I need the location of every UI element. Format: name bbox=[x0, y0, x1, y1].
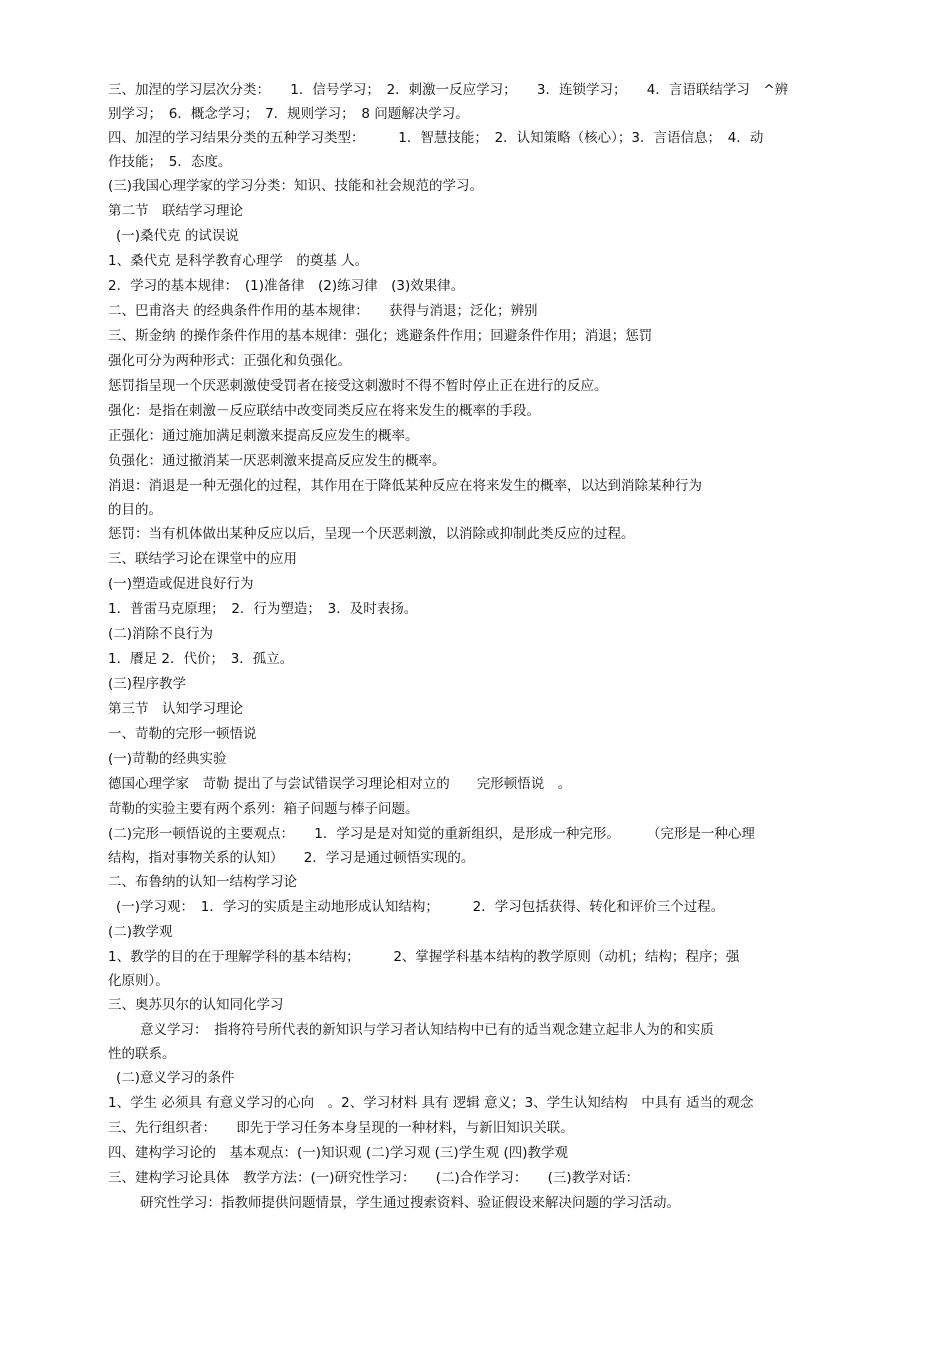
text-line: (一)学习观： 1．学习的实质是主动地形成认知结构； 2．学习包括获得、转化和评价三个过程。 bbox=[116, 899, 725, 915]
text-line: (一)苛勒的经典实验 bbox=[108, 751, 227, 767]
text-line: 消退：消退是一种无强化的过程，其作用在于降低某种反应在将来发生的概率，以达到消除某种行为 bbox=[108, 478, 702, 494]
section-heading: 第二节 联结学习理论 bbox=[108, 203, 243, 219]
text-line: (一)桑代克 的试误说 bbox=[116, 228, 239, 244]
text-line: 三、加涅的学习层次分类： 1．信号学习； 2．刺激一反应学习； 3．连锁学习； 4．言语联结学习 ^辨 bbox=[108, 82, 789, 98]
text-line: 三、先行组织者： 即先于学习任务本身呈现的一种材料，与新旧知识关联。 bbox=[108, 1120, 574, 1136]
text-line: (二)意义学习的条件 bbox=[116, 1070, 235, 1086]
text-line: 惩罚指呈现一个厌恶刺激使受罚者在接受这刺激时不得不暂时停止正在进行的反应。 bbox=[108, 378, 608, 394]
section-heading: 第三节 认知学习理论 bbox=[108, 701, 243, 717]
text-line: 1、教学的目的在于理解学科的基本结构； 2、掌握学科基本结构的教学原则（动机；结构；程序；强 bbox=[108, 949, 740, 965]
text-line: 别学习； 6．概念学习； 7．规则学习； 8 问题解决学习。 bbox=[108, 106, 469, 122]
text-line: 1．餍足 2．代价； 3．孤立。 bbox=[108, 651, 294, 667]
text-line: 性的联系。 bbox=[108, 1046, 176, 1062]
text-line: 二、巴甫洛夫 的经典条件作用的基本规律： 获得与消退；泛化；辨别 bbox=[108, 303, 538, 319]
text-line: 负强化：通过撤消某一厌恶刺激来提高反应发生的概率。 bbox=[108, 453, 446, 469]
text-line: 一、苛勒的完形一顿悟说 bbox=[108, 726, 257, 742]
text-line: (二)教学观 bbox=[108, 924, 173, 940]
text-line: 苛勒的实验主要有两个系列：箱子问题与棒子问题。 bbox=[108, 801, 419, 817]
text-line: 1、桑代克 是科学教育心理学 的奠基 人。 bbox=[108, 253, 369, 269]
text-line: 三、建构学习论具体 教学方法：(一)研究性学习： (二)合作学习： (三)教学对话： bbox=[108, 1170, 640, 1186]
text-line: 1．普雷马克原理； 2．行为塑造； 3．及时表扬。 bbox=[108, 601, 418, 617]
text-line: 意义学习： 指将符号所代表的新知识与学习者认知结构中已有的适当观念建立起非人为的和实质 bbox=[140, 1022, 714, 1038]
document-page bbox=[108, 78, 848, 1216]
text-line: 作技能； 5．态度。 bbox=[108, 154, 232, 170]
text-line: 惩罚：当有机体做出某种反应以后，呈现一个厌恶刺激，以消除或抑制此类反应的过程。 bbox=[108, 526, 635, 542]
text-line: 结构，指对事物关系的认知） 2．学习是通过顿悟实现的。 bbox=[108, 850, 475, 866]
text-line: (二)消除不良行为 bbox=[108, 626, 214, 642]
text-line: 正强化：通过施加满足刺激来提高反应发生的概率。 bbox=[108, 428, 419, 444]
text-line: (一)塑造或促进良好行为 bbox=[108, 576, 254, 592]
text-line: 德国心理学家 苛勒 提出了与尝试错误学习理论相对立的 完形顿悟说 。 bbox=[108, 776, 572, 792]
text-line: 化原则）。 bbox=[108, 973, 169, 989]
text-line: 的目的。 bbox=[108, 502, 162, 518]
text-line: 四、建构学习论的 基本观点：(一)知识观 (二)学习观 (三)学生观 (四)教学观 bbox=[108, 1145, 569, 1161]
text-line: (二)完形一顿悟说的主要观点： 1．学习是是对知觉的重新组织，是形成一种完形。 （完形是一种心理 bbox=[108, 826, 755, 842]
text-line: (三)程序教学 bbox=[108, 676, 187, 692]
text-line: 2．学习的基本规律： (1)准备律 (2)练习律 (3)效果律。 bbox=[108, 278, 465, 294]
text-line: 强化：是指在刺激－反应联结中改变同类反应在将来发生的概率的手段。 bbox=[108, 403, 540, 419]
text-line: 三、奥苏贝尔的认知同化学习 bbox=[108, 997, 284, 1013]
text-line: 三、联结学习论在课堂中的应用 bbox=[108, 551, 297, 567]
text-line: 三、斯金纳 的操作条件作用的基本规律：强化；逃避条件作用；回避条件作用；消退；惩罚 bbox=[108, 328, 653, 344]
text-line: 二、布鲁纳的认知一结构学习论 bbox=[108, 874, 297, 890]
text-line: 强化可分为两种形式：正强化和负强化。 bbox=[108, 353, 351, 369]
text-line: 四、加涅的学习结果分类的五种学习类型： 1．智慧技能； 2．认知策略（核心）；3．言语信息； 4．动 bbox=[108, 130, 764, 146]
text-line: 研究性学习：指教师提供问题情景，学生通过搜索资料、验证假设来解决问题的学习活动。 bbox=[140, 1195, 680, 1211]
text-line: (三)我国心理学家的学习分类：知识、技能和社会规范的学习。 bbox=[108, 178, 484, 194]
text-line: 1、学生 必须具 有意义学习的心向 。2、学习材料 具有 逻辑 意义；3、学生认知结构 中具有 适当的观念 bbox=[108, 1095, 754, 1111]
